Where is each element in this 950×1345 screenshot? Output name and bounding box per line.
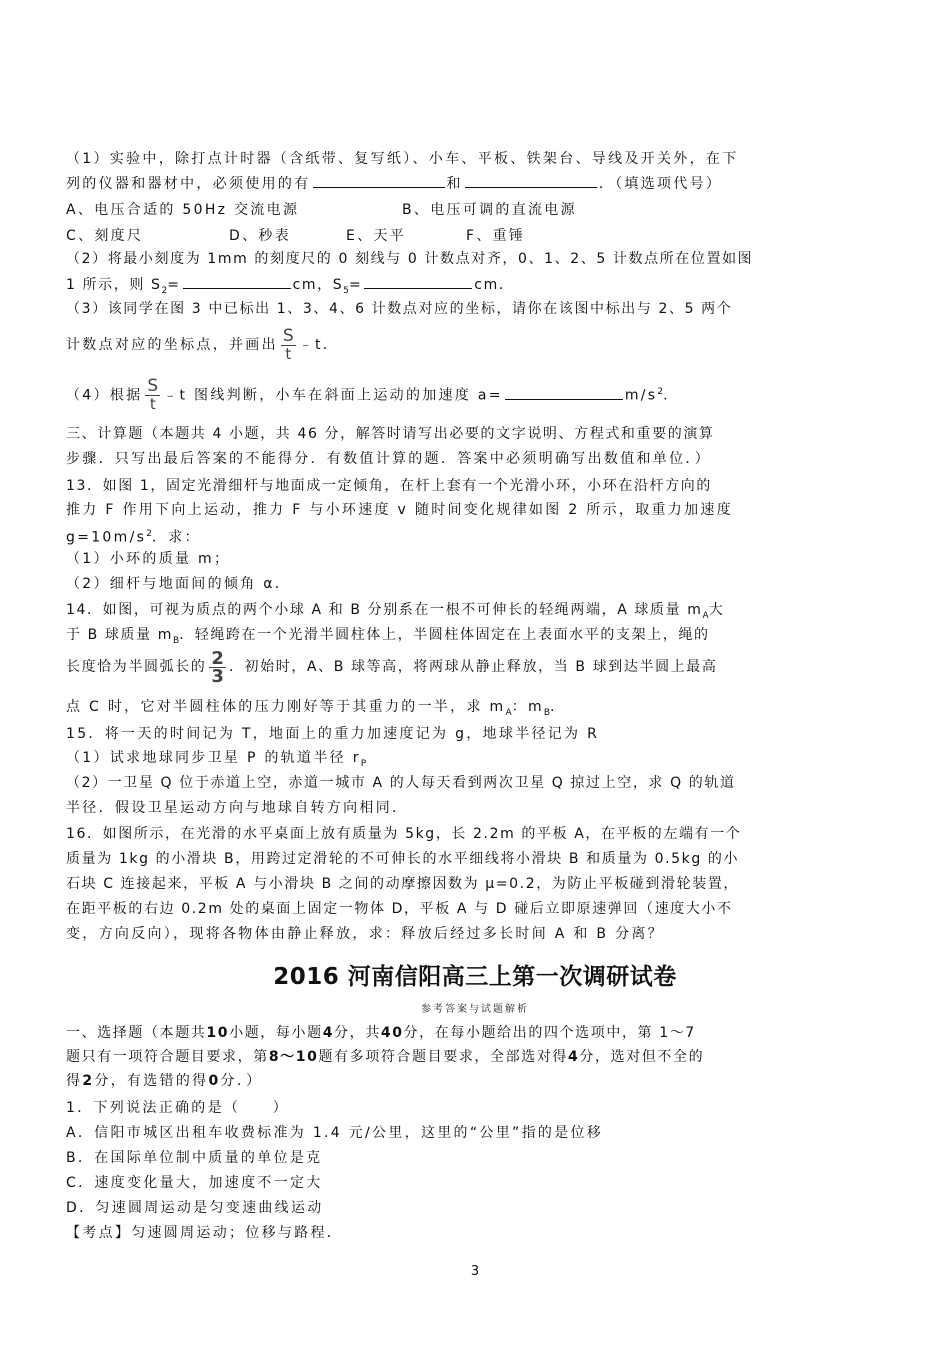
answer-subtitle: 参考答案与试题解析 — [421, 1004, 529, 1015]
section1-text: 分，在每小题给出的四个选项中，第 1～7 — [403, 1025, 696, 1041]
section1-heading-line1 — [66, 1023, 886, 1043]
q12-options-row2 — [66, 226, 886, 246]
q13-part1: （1）小环的质量 m； — [66, 551, 231, 567]
q14-text-tail: ．初始时，A、B 球等高，将两球从静止释放，当 B 球到达半圆上最高 — [228, 659, 718, 675]
q14-line4 — [66, 697, 886, 723]
q13-line3 — [66, 524, 886, 548]
q13-line1: 13．如图 1，固定光滑细杆与地面成一定倾角，在杆上套有一个光滑小环，小环在沿杆方向的 — [66, 478, 712, 494]
period: ． — [550, 699, 567, 715]
q16-line2: 质量为 1kg 的小滑块 B，用跨过定滑轮的不可伸长的水平细线将小滑块 B 和质量为 0.5kg 的小 — [66, 851, 740, 867]
answer-blank — [313, 173, 445, 188]
q1-stem: 1．下列说法正确的是（ ） — [66, 1100, 290, 1116]
q12-part2-line1: （2）将最小刻度为 1mm 的刻度尺的 0 刻线与 0 计数点对齐，0、1、2、5 计数点所在位置如图 — [66, 251, 754, 267]
q12-part4-text: （4）根据 — [66, 387, 143, 404]
answer-blank — [183, 274, 291, 289]
q14-text-tail: ．轻绳跨在一个光滑半圆柱体上，半圆柱体固定在上表面水平的支架上，绳的 — [179, 627, 710, 643]
superscript: 2 — [657, 387, 664, 397]
section1-text: 一、选择题（本题共 — [66, 1025, 207, 1041]
s-over-t-fraction — [145, 378, 160, 413]
subscript: B — [173, 635, 180, 646]
section1-heading-line2 — [66, 1047, 886, 1067]
q16-line5: 变，方向反向），现将各物体由静止释放，求：释放后经过多长时间 A 和 B 分离？ — [66, 926, 664, 942]
equals-sign: = — [167, 277, 181, 293]
equals-sign: = — [348, 277, 363, 293]
subscript: 5 — [343, 285, 349, 296]
subscript: 2 — [161, 285, 168, 296]
q12-part2-line2 — [66, 274, 886, 301]
bold-number: 10 — [206, 1025, 230, 1041]
option-f: F、重锤 — [466, 228, 526, 244]
q15-part2-line1: （2）一卫星 Q 位于赤道上空，赤道一城市 A 的人每天看到两次卫星 Q 掠过上空，求 Q 的轨道 — [66, 775, 736, 791]
q12-part1-line2 — [66, 173, 886, 194]
subscript: A — [505, 707, 512, 718]
q12-part1-text: 列的仪器和器材中，必须使用的有 — [66, 176, 311, 192]
q12-options-row1 — [66, 200, 886, 220]
section1-text: 题只有一项符合题目要求，第 — [66, 1049, 269, 1065]
unit-text: cm，S — [292, 277, 344, 293]
bold-number: 40 — [380, 1025, 404, 1041]
two-thirds-fraction — [209, 647, 226, 687]
answer-blank — [364, 274, 472, 289]
bold-number: 2 — [82, 1073, 95, 1089]
section3-heading-line2: 步骤．只写出最后答案的不能得分．有数值计算的题．答案中必须明确写出数值和单位．） — [66, 451, 711, 467]
section1-text: 题有多项符合题目要求，全部选对得 — [318, 1049, 569, 1065]
q12-part3-tail: ﹣t． — [298, 337, 340, 353]
q14-text-tail: 大 — [708, 602, 725, 618]
q1-option-a: A．信阳市城区出租车收费标准为 1.4 元/公里，这里的“公里”指的是位移 — [66, 1125, 604, 1141]
subscript: B — [543, 707, 551, 718]
subscript: A — [702, 610, 709, 621]
q1-option-c: C．速度变化量大，加速度不一定大 — [66, 1175, 323, 1191]
q12-part3-line2 — [66, 327, 886, 367]
fraction-numerator: S — [282, 325, 294, 346]
section3-heading: 三、计算题（本题共 4 小题，共 46 分，解答时请写出必要的文字说明、方程式和重要的演算 — [66, 426, 715, 442]
q1-knowledge-point: 【考点】匀速圆周运动；位移与路程． — [66, 1225, 344, 1241]
gravity-value: g=10m/s — [66, 529, 147, 546]
section1-text: 分，选对但不全的 — [579, 1049, 705, 1065]
section1-text: 得 — [66, 1073, 83, 1089]
q16-line1: 16．如图所示，在光滑的水平桌面上放有质量为 5kg，长 2.2m 的平板 A，在平板的左端有一个 — [66, 826, 742, 842]
q16-line3: 石块 C 连接起来，平板 A 与小滑块 B 之间的动摩擦因数为 μ=0.2，为防止平板碰到滑轮装置， — [66, 876, 740, 892]
bold-number: 8～10 — [268, 1049, 319, 1065]
option-d: D、秒表 — [229, 228, 291, 244]
q14-line3 — [66, 649, 886, 689]
fraction-numerator: 2 — [211, 647, 224, 669]
q14-line2 — [66, 625, 886, 651]
q12-part1-line1: （1）实验中，除打点计时器（含纸带、复写纸）、小车、平板、铁架台、导线及开关外，在下 — [66, 151, 739, 167]
section1-heading-line3 — [66, 1071, 886, 1091]
page-number: 3 — [470, 1264, 480, 1279]
fraction-denominator: 3 — [211, 665, 224, 687]
q12-part4-line — [66, 374, 886, 414]
q15-part1 — [66, 748, 886, 774]
section3-heading-line1 — [66, 424, 886, 444]
q14-text: 14．如图，可视为质点的两个小球 A 和 B 分别系在一根不可伸长的轻绳两端，A 球质量 m — [66, 602, 703, 618]
q1-option-b: B．在国际单位制中质量的单位是克 — [66, 1150, 323, 1166]
q14-line1 — [66, 600, 886, 626]
section1-text: 小题，每小题 — [229, 1025, 323, 1041]
q16-line4: 在距平板的右边 0.2m 处的桌面上固定一物体 D，平板 A 与 D 碰后立即原速弹回（速度大小不 — [66, 901, 733, 917]
q12-part1-and: 和 — [446, 176, 463, 192]
unit-text: cm． — [474, 277, 515, 293]
option-b: B、电压可调的直流电源 — [402, 202, 577, 218]
q13-part2: （2）细杆与地面间的倾角 α． — [66, 576, 292, 592]
section1-text: 分，共 — [334, 1025, 381, 1041]
q12-part3-line1: （3）该同学在图 3 中已标出 1、3、4、6 计数点对应的坐标，请你在该图中标出与 2、5 两个 — [66, 301, 733, 317]
s-over-t-fraction — [281, 325, 296, 363]
period: . — [663, 387, 670, 404]
option-c: C、刻度尺 — [66, 228, 144, 244]
q15-line1: 15．将一天的时间记为 T，地面上的重力加速度记为 g，地球半径记为 R — [66, 726, 600, 742]
section1-text: 分．） — [220, 1073, 263, 1089]
ratio-colon: ：m — [511, 699, 544, 715]
answer-blank — [505, 385, 623, 400]
q1-option-d: D．匀速圆周运动是匀变速曲线运动 — [66, 1200, 324, 1216]
q14-text: 于 B 球质量 m — [66, 627, 173, 643]
q13-ask: ．求： — [151, 529, 201, 546]
fraction-numerator: S — [147, 376, 159, 397]
answer-blank — [465, 173, 597, 188]
q12-part1-hint: ．（填选项代号） — [598, 176, 723, 192]
q13-line2: 推力 F 作用下向上运动，推力 F 与小环速度 v 随时间变化规律如图 2 所示，取重力加速度 — [66, 502, 733, 518]
bold-number: 0 — [208, 1073, 221, 1089]
section1-text: 分，有选错的得 — [94, 1073, 209, 1089]
option-a: A、电压合适的 50Hz 交流电源 — [66, 202, 300, 218]
q15-part2-line2: 半径．假设卫星运动方向与地球自转方向相同． — [66, 800, 409, 816]
q12-part3-text: 计数点对应的坐标点，并画出 — [66, 337, 278, 353]
q14-text: 点 C 时，它对半圆柱体的压力刚好等于其重力的一半，求 m — [66, 699, 506, 715]
unit-text: m/s — [624, 387, 658, 404]
q12-part2-text: 1 所示，则 S — [66, 277, 162, 293]
fraction-denominator: t — [149, 395, 156, 414]
q15-part1-text: （1）试求地球同步卫星 P 的轨道半径 r — [66, 750, 361, 766]
q12-part4-mid: ﹣t 图线判断，小车在斜面上运动的加速度 a= — [163, 387, 503, 404]
option-e: E、天平 — [346, 228, 407, 244]
superscript: 2 — [146, 529, 152, 539]
exam-title: 2016 河南信阳高三上第一次调研试卷 — [273, 964, 677, 990]
bold-number: 4 — [322, 1025, 335, 1041]
q14-text: 长度恰为半圆弧长的 — [66, 659, 207, 675]
fraction-denominator: t — [285, 344, 292, 363]
bold-number: 4 — [568, 1049, 580, 1065]
subscript: P — [360, 758, 367, 769]
